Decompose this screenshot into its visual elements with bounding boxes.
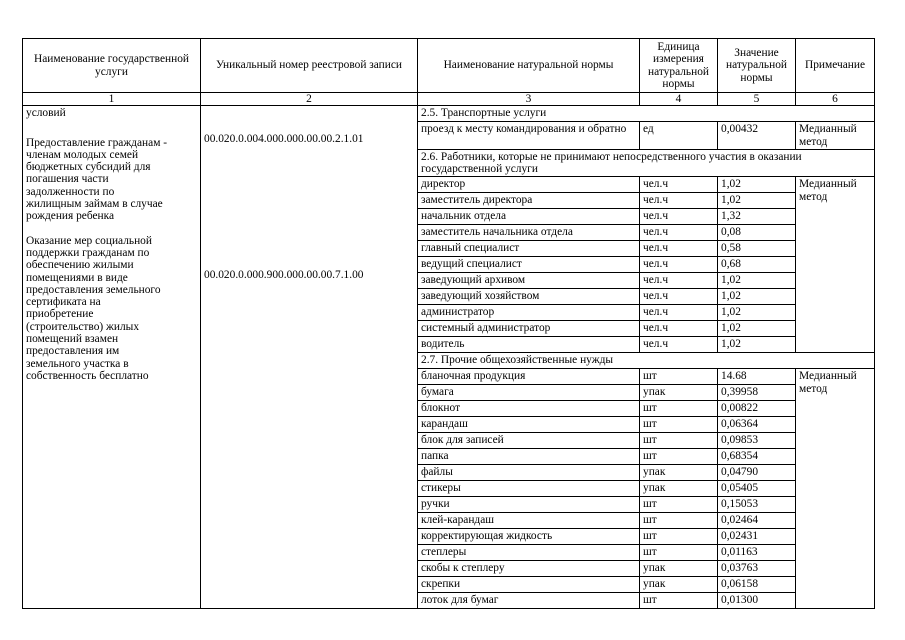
norm-name: скобы к степлеру <box>418 561 640 577</box>
norm-value: 0,06364 <box>718 417 796 433</box>
norm-unit: шт <box>640 529 718 545</box>
norm-name: файлы <box>418 465 640 481</box>
header-service-name: Наименование государственной услуги <box>23 39 201 93</box>
norm-name: главный специалист <box>418 241 640 257</box>
header-value: Значение натуральной нормы <box>718 39 796 93</box>
norm-value: 0,15053 <box>718 497 796 513</box>
registry-numbers-cell <box>201 106 418 609</box>
header-note: Примечание <box>796 39 875 93</box>
norm-value: 0,06158 <box>718 577 796 593</box>
norm-unit: упак <box>640 465 718 481</box>
norm-value: 0,00432 <box>718 122 796 150</box>
norm-value: 0,02431 <box>718 529 796 545</box>
norm-value: 0,58 <box>718 241 796 257</box>
norm-name: блок для записей <box>418 433 640 449</box>
norm-name: клей-карандаш <box>418 513 640 529</box>
norm-value: 0,01300 <box>718 593 796 609</box>
transport-section-row <box>23 106 875 122</box>
norm-name: начальник отдела <box>418 209 640 225</box>
norm-name: заместитель директора <box>418 193 640 209</box>
norm-name: степлеры <box>418 545 640 561</box>
norm-unit: чел.ч <box>640 241 718 257</box>
norm-value: 1,02 <box>718 273 796 289</box>
norm-name: карандаш <box>418 417 640 433</box>
norm-unit: чел.ч <box>640 305 718 321</box>
norm-value: 1,02 <box>718 305 796 321</box>
norm-unit: чел.ч <box>640 273 718 289</box>
note-transport: Медианный метод <box>796 122 875 150</box>
norm-value: 1,02 <box>718 321 796 337</box>
norm-unit: упак <box>640 481 718 497</box>
norm-name: ручки <box>418 497 640 513</box>
section-title-staff: 2.6. Работники, которые не принимают непосредственного участия в оказании государственной услуги <box>418 149 875 177</box>
norm-name: проезд к месту командирования и обратно <box>418 122 640 150</box>
norm-value: 0,04790 <box>718 465 796 481</box>
service-2-name: Оказание мер социальной поддержки гражданам по обеспечению жилыми помещениями в виде предоставления земельного сертификата на приобретение (строительство) жилых помещений взамен предоставления им земельного участка в собственность бесплатно <box>26 234 161 382</box>
norm-unit: ед <box>640 122 718 150</box>
norm-value: 0,09853 <box>718 433 796 449</box>
norm-unit: шт <box>640 497 718 513</box>
norm-unit: чел.ч <box>640 177 718 193</box>
header-unit: Единица измерения натуральной нормы <box>640 39 718 93</box>
norm-name: папка <box>418 449 640 465</box>
norm-name: администратор <box>418 305 640 321</box>
norm-unit: шт <box>640 545 718 561</box>
norm-value: 0,05405 <box>718 481 796 497</box>
norm-value: 1,02 <box>718 193 796 209</box>
registry-number-2: 00.020.0.000.900.000.00.00.7.1.00 <box>204 268 364 281</box>
norm-value: 0,68354 <box>718 449 796 465</box>
norm-unit: шт <box>640 433 718 449</box>
norm-unit: шт <box>640 513 718 529</box>
norm-value: 1,02 <box>718 337 796 353</box>
service-1-name: Предоставление гражданам - членам молодых семей бюджетных субсидий для погашения части задолженности по жилищным займам в случае рождения ребенка <box>26 136 168 223</box>
norm-unit: чел.ч <box>640 321 718 337</box>
column-number: 5 <box>718 93 796 106</box>
norm-value: 0,02464 <box>718 513 796 529</box>
column-number-row <box>23 93 875 106</box>
norm-unit: упак <box>640 561 718 577</box>
norm-name: заведующий архивом <box>418 273 640 289</box>
norm-name: блокнот <box>418 401 640 417</box>
norm-unit: шт <box>640 401 718 417</box>
norm-unit: шт <box>640 449 718 465</box>
section-title-transport: 2.5. Транспортные услуги <box>418 106 875 122</box>
norm-value: 0,03763 <box>718 561 796 577</box>
header-registry-number: Уникальный номер реестровой записи <box>201 39 418 93</box>
norm-name: скрепки <box>418 577 640 593</box>
norm-value: 0,00822 <box>718 401 796 417</box>
norm-unit: чел.ч <box>640 289 718 305</box>
column-number: 6 <box>796 93 875 106</box>
column-number: 4 <box>640 93 718 106</box>
norm-name: ведущий специалист <box>418 257 640 273</box>
norm-name: системный администратор <box>418 321 640 337</box>
registry-number-1: 00.020.0.004.000.000.00.00.2.1.01 <box>204 133 364 146</box>
note-misc: Медианный метод <box>796 369 875 609</box>
note-staff: Медианный метод <box>796 177 875 353</box>
service-names-cell <box>23 106 201 609</box>
norm-name: директор <box>418 177 640 193</box>
norm-value: 0,68 <box>718 257 796 273</box>
column-number: 1 <box>23 93 201 106</box>
norm-value: 1,32 <box>718 209 796 225</box>
section-title-misc: 2.7. Прочие общехозяйственные нужды <box>418 353 875 369</box>
norm-unit: чел.ч <box>640 209 718 225</box>
norm-unit: чел.ч <box>640 225 718 241</box>
norm-name: лоток для бумаг <box>418 593 640 609</box>
column-number: 3 <box>418 93 640 106</box>
norm-name: стикеры <box>418 481 640 497</box>
norm-unit: чел.ч <box>640 193 718 209</box>
norm-name: водитель <box>418 337 640 353</box>
norm-value: 1,02 <box>718 289 796 305</box>
norm-name: корректирующая жидкость <box>418 529 640 545</box>
norm-unit: чел.ч <box>640 337 718 353</box>
norm-unit: чел.ч <box>640 257 718 273</box>
norm-unit: упак <box>640 577 718 593</box>
norm-unit: шт <box>640 593 718 609</box>
norm-name: бумага <box>418 385 640 401</box>
norm-name: заместитель начальника отдела <box>418 225 640 241</box>
norms-table <box>22 38 875 609</box>
header-row <box>23 39 875 93</box>
norm-value: 0,01163 <box>718 545 796 561</box>
norm-value: 0,08 <box>718 225 796 241</box>
norm-unit: упак <box>640 385 718 401</box>
header-norm-name: Наименование натуральной нормы <box>418 39 640 93</box>
column-number: 2 <box>201 93 418 106</box>
norm-value: 1,02 <box>718 177 796 193</box>
norm-value: 14.68 <box>718 369 796 385</box>
norm-unit: шт <box>640 417 718 433</box>
norm-unit: шт <box>640 369 718 385</box>
norm-name: заведующий хозяйством <box>418 289 640 305</box>
service-continued-text: условий <box>26 107 66 120</box>
norm-value: 0,39958 <box>718 385 796 401</box>
norm-name: бланочная продукция <box>418 369 640 385</box>
